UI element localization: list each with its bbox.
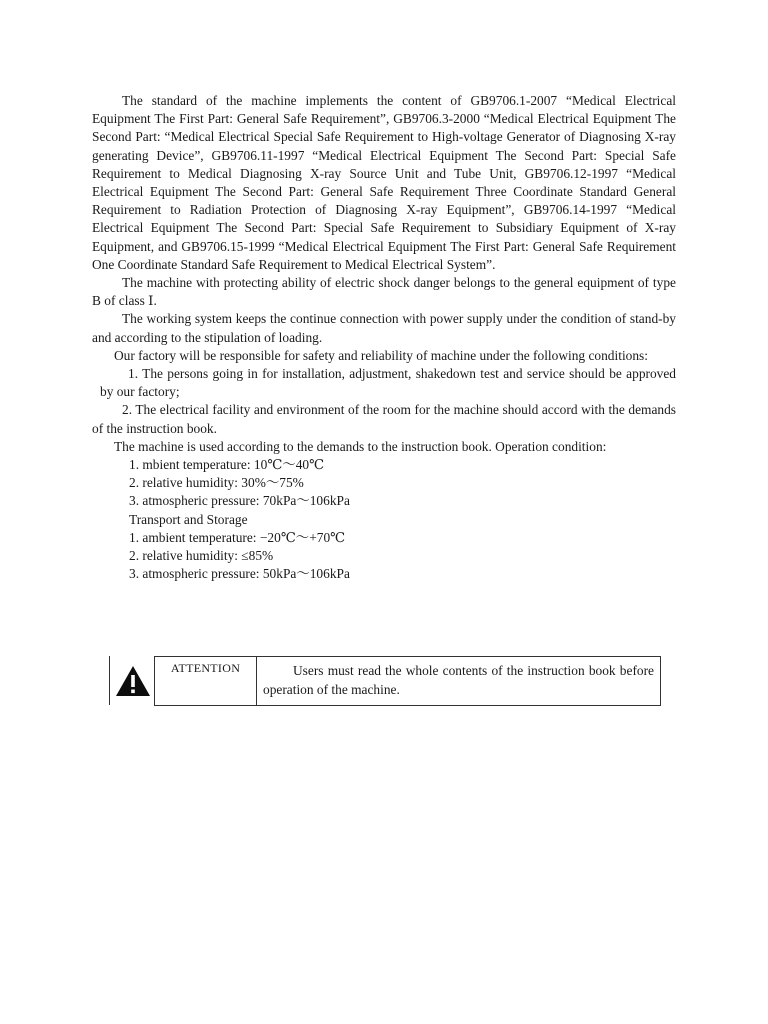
operation-condition: 3. atmospheric pressure: 70kPa～106kPa (129, 493, 350, 509)
operation-condition: 2. relative humidity: 30%～75% (129, 475, 304, 491)
attention-notice (109, 656, 659, 705)
condition-item-2: 2. The electrical facility and environment of the room for the machine should accord with the demands of the instruction book. (92, 402, 676, 436)
paragraph-protection: The machine with protecting ability of electric shock danger belongs to the general equipment of type B of class Ⅰ. (92, 275, 676, 309)
condition-item-1: 1. The persons going in for installation, adjustment, shakedown test and service should be approved by our factory; (100, 366, 676, 400)
transport-condition: 3. atmospheric pressure: 50kPa～106kPa (129, 566, 350, 582)
warning-triangle-icon (115, 665, 151, 697)
transport-heading: Transport and Storage (129, 511, 248, 527)
warning-icon-area (109, 656, 155, 705)
transport-conditions-list (92, 529, 676, 584)
paragraph-standard: The standard of the machine implements the content of GB9706.1-2007 “Medical Electrical Equipment The First Part: General Safe Requirement”, GB9706.3-2000 “Medical Electrical Equipment The Second Part: “Medical Electrical Special Safe Requirement to High-voltage Generator of Diagnosing X-ray generating Device”, GB9706.11-1997 “Medical Electrical Equipment The Second Part: Special Safe Requirement to Medical Diagnosing X-ray Source Unit and Tube Unit, GB9706.12-1997 “Medical Electrical Equipment The Second Part: General Safe Requirement Three Coordinate Standard General Requirement to Radiation Protection of Diagnosing X-ray Equipment”, GB9706.14-1997 “Medical Electrical Equipment The Second Part: Special Safe Requirement to Subsidiary Equipment of X-ray Equipment, and GB9706.15-1999 “Medical Electrical Equipment The First Part: General Safe Requirement One Coordinate Standard Safe Requirement to Medical Electrical System”. (92, 93, 676, 272)
operation-condition: 1. mbient temperature: 10℃～40℃ (129, 457, 325, 473)
operation-conditions-list (92, 456, 676, 511)
attention-label: ATTENTION (155, 657, 257, 706)
paragraph-factory: Our factory will be responsible for safety and reliability of machine under the following conditions: (114, 347, 648, 363)
paragraph-working-system: The working system keeps the continue connection with power supply under the condition of stand-by and according to the stipulation of loading. (92, 311, 676, 345)
attention-table (154, 656, 661, 706)
document-body (92, 92, 676, 583)
transport-condition: 1. ambient temperature: −20℃～+70℃ (129, 529, 346, 545)
transport-condition: 2. relative humidity: ≤85% (129, 548, 274, 564)
attention-text: Users must read the whole contents of the instruction book before operation of the machine. (263, 663, 654, 697)
paragraph-usage: The machine is used according to the demands to the instruction book. Operation condition: (114, 438, 607, 454)
